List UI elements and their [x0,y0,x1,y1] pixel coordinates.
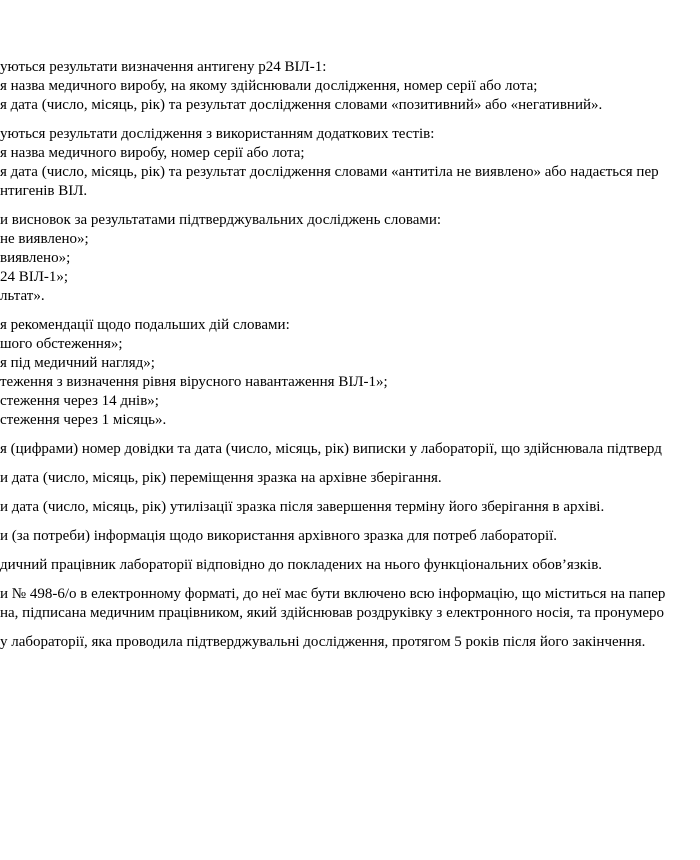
text-line: виявлено»; [0,250,71,266]
paragraph-archive-usage [0,527,700,546]
text-line: и № 498-6/о в електронному форматі, до неї має бути включено всю інформацію, що міститься на папер [0,586,666,602]
text-line: не виявлено»; [0,231,89,247]
text-line: уються результати визначення антигену р24 ВІЛ-1: [0,59,327,75]
text-line: шого обстеження»; [0,336,123,352]
paragraph-archive-date [0,469,700,488]
paragraph-recommendations [0,316,700,430]
paragraph-p24-results [0,58,700,115]
paragraph-electronic-format [0,585,700,623]
paragraph-storage-period [0,633,700,652]
text-line: и (за потреби) інформація щодо використання архівного зразка для потреб лабораторії. [0,528,558,544]
text-line: я назва медичного виробу, на якому здійснювали дослідження, номер серії або лота; [0,78,538,94]
text-line: у лабораторії, яка проводила підтверджувальні дослідження, протягом 5 років після його закінчення. [0,634,646,650]
paragraph-conclusion [0,211,700,306]
text-line: я дата (число, місяць, рік) та результат дослідження словами «позитивний» або «негативний». [0,97,603,113]
text-line: и висновок за результатами підтверджувальних досліджень словами: [0,212,442,228]
text-line: уються результати дослідження з використанням додаткових тестів: [0,126,435,142]
text-line: и дата (число, місяць, рік) переміщення зразка на архівне зберігання. [0,470,442,486]
paragraph-disposal-date [0,498,700,517]
text-line: теження з визначення рівня вірусного навантаження ВІЛ-1»; [0,374,388,390]
text-line: стеження через 14 днів»; [0,393,159,409]
text-line: я під медичний нагляд»; [0,355,155,371]
paragraph-certificate-number [0,440,700,459]
text-line: дичний працівник лабораторії відповідно до покладених на нього функціональних обов’язків. [0,557,603,573]
text-line: и дата (число, місяць, рік) утилізації зразка після завершення терміну його зберігання в архіві. [0,499,605,515]
paragraph-additional-tests [0,125,700,201]
text-line: я дата (число, місяць, рік) та результат дослідження словами «антитіла не виявлено» або надається пер [0,164,659,180]
text-line: 24 ВІЛ-1»; [0,269,69,285]
text-line: я назва медичного виробу, номер серії або лота; [0,145,305,161]
text-line: стеження через 1 місяць». [0,412,167,428]
document-body [0,58,700,662]
text-line: я рекомендації щодо подальших дій словами: [0,317,290,333]
text-line: на, підписана медичним працівником, який здійснював роздруківку з електронного носія, та пронумеро [0,605,665,621]
paragraph-responsible-worker [0,556,700,575]
text-line: льтат». [0,288,45,304]
text-line: я (цифрами) номер довідки та дата (число, місяць, рік) виписки у лабораторії, що здійснювала підтверд [0,441,662,457]
text-line: нтигенів ВІЛ. [0,183,88,199]
